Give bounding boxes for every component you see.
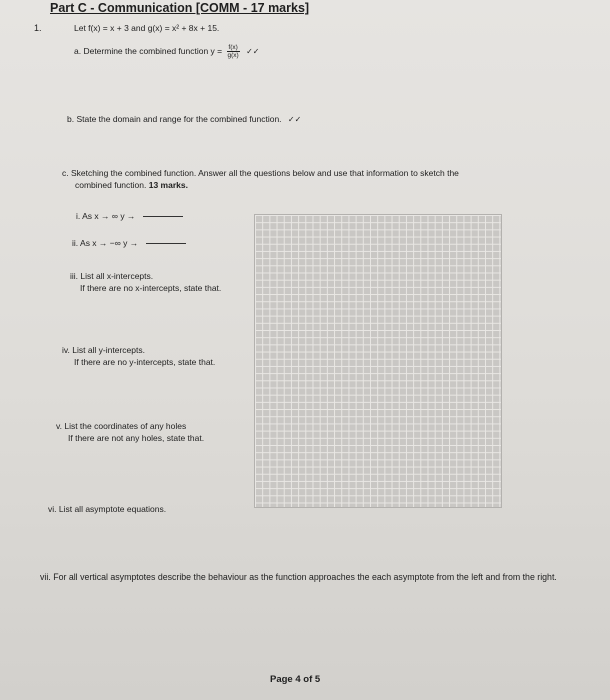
part-a-prompt <box>74 44 259 59</box>
question-number: 1. <box>34 23 42 33</box>
part-iv-line2: If there are no y-intercepts, state that. <box>74 357 216 367</box>
part-vii: vii. For all vertical asymptotes describe the behaviour as the function approaches the each asymptote from the left and from the right. <box>40 572 557 582</box>
part-a-text: a. Determine the combined function y = <box>74 45 223 56</box>
part-c-marks: 13 marks. <box>148 180 188 190</box>
part-v-line2: If there are not any holes, state that. <box>68 433 205 443</box>
graph-paper-grid <box>254 214 502 508</box>
part-ii-text: ii. As x → −∞ y → <box>72 238 139 248</box>
page-number: Page 4 of 5 <box>270 674 321 685</box>
part-b-text: b. State the domain and range for the combined function. <box>67 114 282 124</box>
section-title: Part C - Communication [COMM - 17 marks] <box>50 1 310 15</box>
fraction-numerator: f(x) <box>228 44 238 51</box>
part-v-line1: v. List the coordinates of any holes <box>56 421 187 431</box>
answer-blank <box>143 216 183 217</box>
given-functions: Let f(x) = x + 3 and g(x) = x² + 8x + 15. <box>74 23 220 33</box>
part-iii-line2: If there are no x-intercepts, state that. <box>80 283 222 293</box>
part-ii <box>72 238 186 248</box>
part-c-line1: c. Sketching the combined function. Answer all the questions below and use that information to sketch the <box>62 168 459 178</box>
part-iv <box>62 344 215 368</box>
part-c-line2-wrap <box>62 179 532 191</box>
part-iii-line1: iii. List all x-intercepts. <box>70 271 154 281</box>
checkmarks-icon: ✓✓ <box>287 115 302 124</box>
part-vi: vi. List all asymptote equations. <box>48 504 167 514</box>
part-iv-line1: iv. List all y-intercepts. <box>62 345 145 355</box>
checkmarks-icon: ✓✓ <box>246 46 260 56</box>
fraction-denominator: g(x) <box>227 52 239 59</box>
fraction <box>227 44 240 59</box>
part-i <box>76 211 183 221</box>
part-v <box>56 420 204 444</box>
part-i-text: i. As x → ∞ y → <box>76 211 136 221</box>
part-b-prompt <box>67 114 301 124</box>
part-c-prompt <box>62 167 532 191</box>
part-c-line2: combined function. <box>75 180 147 190</box>
answer-blank <box>146 243 186 244</box>
part-iii <box>70 270 221 294</box>
